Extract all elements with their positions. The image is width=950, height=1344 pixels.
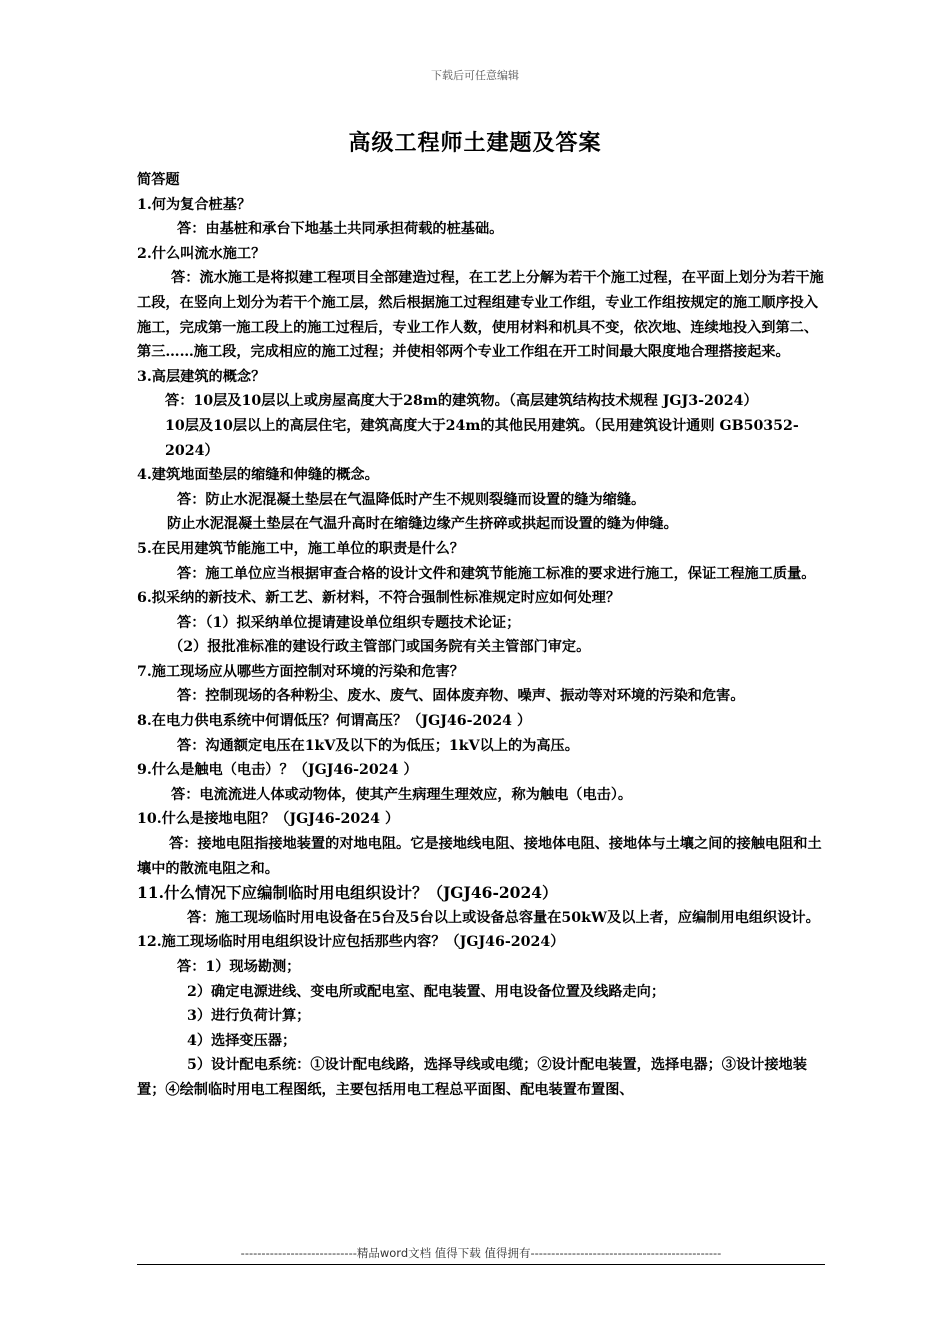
answer-4b: 防止水泥混凝土垫层在气温升高时在缩缝边缘产生挤碎或拱起而设置的缝为伸缝。 bbox=[167, 516, 678, 533]
question-3: 3.高层建筑的概念？ bbox=[137, 368, 266, 385]
answer-7: 答：控制现场的各种粉尘、废水、废气、固体废弃物、噪声、振动等对环境的污染和危害。 bbox=[177, 688, 745, 705]
document-title: 高级工程师土建题及答案 bbox=[348, 130, 602, 156]
question-6: 6.拟采纳的新技术、新工艺、新材料，不符合强制性标准规定时应如何处理？ bbox=[137, 590, 621, 607]
page-footer: ----------------------------精品word文档 值得下载 值得拥有---------------------------------------------- bbox=[240, 1246, 722, 1260]
question-9: 9.什么是触电（电击）？（JGJ46-2024 ） bbox=[137, 762, 418, 779]
answer-3a: 答：10层及10层以上或房屋高度大于28m的建筑物。（高层建筑结构技术规程 JGJ3-2024） bbox=[165, 393, 758, 410]
answer-12-3: 3）进行负荷计算； bbox=[187, 1008, 311, 1025]
question-8: 8.在电力供电系统中何谓低压？何谓高压？（JGJ46-2024 ） bbox=[137, 713, 532, 730]
answer-5: 答：施工单位应当根据审查合格的设计文件和建筑节能施工标准的要求进行施工，保证工程施工质量。 bbox=[177, 565, 816, 582]
answer-12-4: 4）选择变压器； bbox=[187, 1032, 297, 1049]
answer-6a: 答：（1）拟采纳单位提请建设单位组织专题技术论证； bbox=[177, 614, 521, 631]
answer-10: 答：接地电阻指接地装置的对地电阻。它是接地线电阻、接地体电阻、接地体与土壤之间的接触电阻和土壤中的散流电阻之和。 bbox=[137, 836, 822, 877]
document-body bbox=[137, 168, 825, 1103]
page-header: 下载后可任意编辑 bbox=[431, 69, 519, 82]
answer-8: 答：沟通额定电压在1kV及以下的为低压；1kV以上的为高压。 bbox=[177, 737, 579, 754]
answer-1: 答：由基桩和承台下地基土共同承担荷载的桩基础。 bbox=[177, 221, 504, 238]
question-5: 5.在民用建筑节能施工中，施工单位的职责是什么？ bbox=[137, 540, 464, 557]
answer-11: 答：施工现场临时用电设备在5台及5台以上或设备总容量在50kW及以上者，应编制用电组织设计。 bbox=[187, 909, 820, 926]
question-4: 4.建筑地面垫层的缩缝和伸缝的概念。 bbox=[137, 467, 379, 484]
question-10: 10.什么是接地电阻？（JGJ46-2024 ） bbox=[137, 811, 400, 828]
question-1: 1.何为复合桩基？ bbox=[137, 196, 252, 213]
question-12: 12.施工现场临时用电组织设计应包括那些内容？（JGJ46-2024） bbox=[137, 934, 565, 951]
question-2: 2.什么叫流水施工？ bbox=[137, 245, 266, 262]
answer-12-5: 5）设计配电系统：①设计配电线路，选择导线或电缆；②设计配电装置，选择电器；③设计接地装置；④绘制临时用电工程图纸，主要包括用电工程总平面图、配电装置布置图、 bbox=[137, 1057, 807, 1098]
answer-9: 答：电流流进人体或动物体，使其产生病理生理效应，称为触电（电击）。 bbox=[171, 786, 633, 803]
answer-4a: 答：防止水泥混凝土垫层在气温降低时产生不规则裂缝而设置的缝为缩缝。 bbox=[177, 491, 646, 508]
question-7: 7.施工现场应从哪些方面控制对环境的污染和危害？ bbox=[137, 663, 464, 680]
answer-3b: 10层及10层以上的高层住宅，建筑高度大于24m的其他民用建筑。（民用建筑设计通则 GB50352-2024） bbox=[165, 417, 799, 459]
footer-divider bbox=[137, 1264, 825, 1265]
answer-2: 答：流水施工是将拟建工程项目全部建造过程，在工艺上分解为若干个施工过程，在平面上划分为若干施工段，在竖向上划分为若干个施工层，然后根据施工过程组建专业工作组，专业工作组按规定的施工顺序投入施工，完成第一施工段上的施工过程后，专业工作人数，使用材料和机具不变，依次地、连续地投入到第二、第三……施工段，完成相应的施工过程；并使相邻两个专业工作组在开工时间最大限度地合理搭接起来。 bbox=[137, 270, 824, 361]
answer-6b: （2）报批准标准的建设行政主管部门或国务院有关主管部门审定。 bbox=[169, 639, 591, 656]
question-11: 11.什么情况下应编制临时用电组织设计？（JGJ46-2024） bbox=[137, 883, 558, 903]
answer-12-1: 答：1）现场勘测； bbox=[177, 959, 301, 975]
section-heading: 简答题 bbox=[137, 172, 180, 188]
answer-12-2: 2）确定电源进线、变电所或配电室、配电装置、用电设备位置及线路走向； bbox=[187, 983, 666, 1000]
